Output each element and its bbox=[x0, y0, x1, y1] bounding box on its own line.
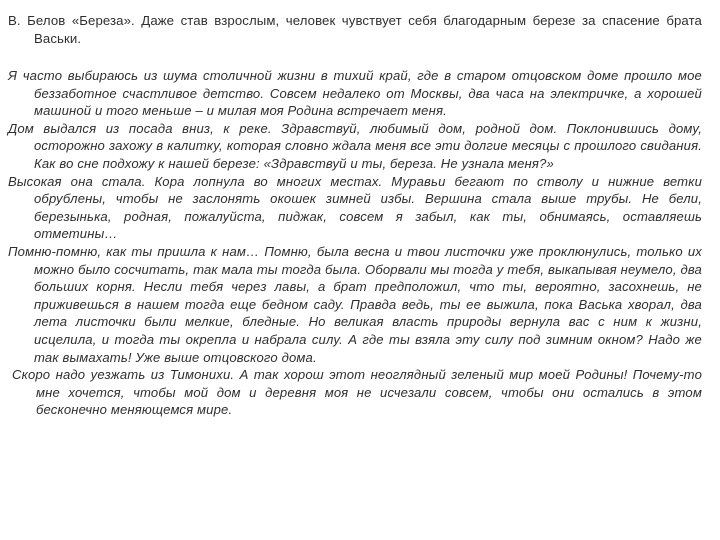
document-heading: В. Белов «Береза». Даже став взрослым, человек чувствует себя благодарным березе за спасение брата Васьки. bbox=[8, 13, 702, 46]
paragraph-2: Дом выдался из посада вниз, к реке. Здравствуй, любимый дом, родной дом. Поклонившись дому, осторожно захожу в калитку, которая словно ждала меня все эти долгие месяцы с прошлого свидания. Как во сне подхожу к нашей березе: «Здравствуй и ты, береза. Не узнала меня?» bbox=[8, 120, 702, 171]
paragraph-3: Высокая она стала. Кора лопнула во многих местах. Муравьи бегают по стволу и нижние ветки обрублены, чтобы не заслонять окошек зимней избы. Вершина стала выше трубы. Не бели, березынька, родная, пожалуйста, пиджак, совсем я забыл, как ты, обнимаясь, оставляешь отметины… bbox=[8, 173, 702, 242]
paragraph-4: Помню-помню, как ты пришла к нам… Помню, была весна и твои листочки уже проклюнулись, только их можно было сосчитать, так мала ты тогда была. Оборвали мы тогда у тебя, выкапывая неумело, два больших корня. Несли тебя через лавы, а брат предположил, что ты, вероятно, засохнешь, не приживешься в нашем тогда еще бедном саду. Правда ведь, ты ее выжила, пока Васька хворал, два лета листочки были мелкие, бледные. Но великая власть природы вернула вас с ним к жизни, исцелила, и тогда ты окрепла и набрала силу. А где ты взяла эту силу под зимним окном? Надо же так вымахать! Уже выше отцовского дома. bbox=[8, 243, 702, 365]
paragraph-5: Скоро надо уезжать из Тимонихи. А так хорош этот неоглядный зеленый мир моей Родины! Почему-то мне хочется, чтобы мой дом и деревня моя не исчезали совсем, чтобы они остались в этом бесконечно меняющемся мире. bbox=[12, 367, 702, 418]
paragraph-1: Я часто выбираюсь из шума столичной жизни в тихий край, где в старом отцовском доме прошло мое беззаботное счастливое детство. Совсем недалеко от Москвы, два часа на электричке, а хорошей машиной и того меньше – и милая моя Родина встречает меня. bbox=[8, 68, 702, 119]
